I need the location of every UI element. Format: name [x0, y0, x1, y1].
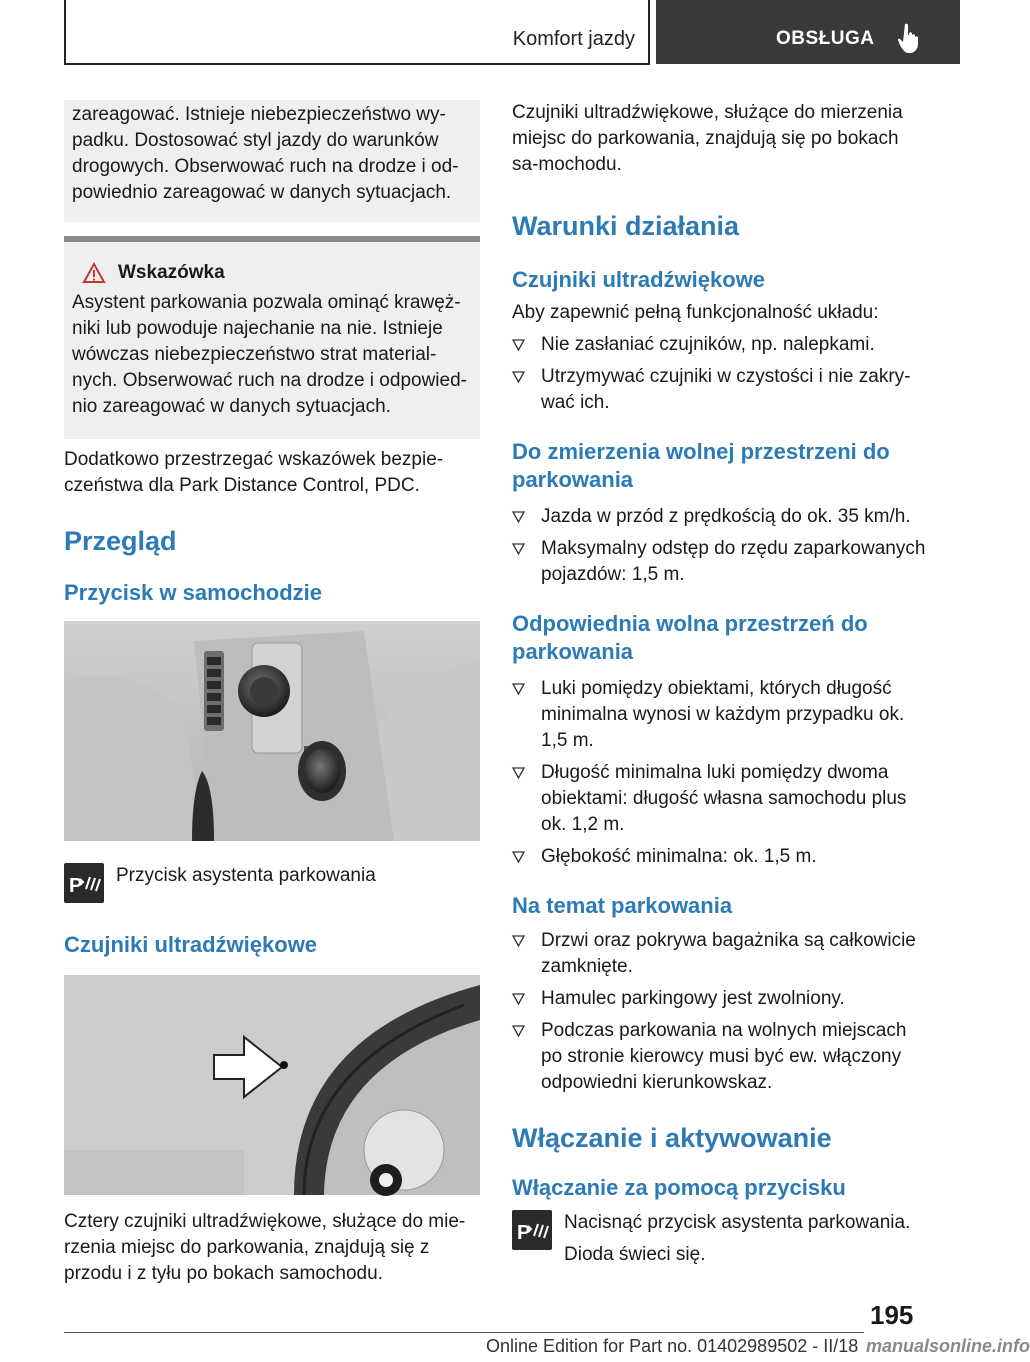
sensors-intro-text: Czujniki ultradźwiękowe, służące do mierzenia miejsc do parkowania, znajdują się po bokach sa‐mochodu. [512, 102, 903, 175]
list-item: Maksymalny odstęp do rzędu zaparkowanych pojazdów: 1,5 m. [512, 536, 928, 588]
switch-step-text [564, 1210, 910, 1268]
extra-safety-text: Dodatkowo przestrzegać wskazówek bezpie‐czeństwa dla Park Distance Control, PDC. [64, 449, 444, 496]
warning-box [64, 242, 480, 439]
heading-suitable-space: Odpowiednia wolna przestrzeń do parkowania [512, 611, 868, 664]
sensors-caption: Cztery czujniki ultradźwiękowe, służące do mie‐rzenia miejsc do parkowania, znajdują się z przodu i z tyłu po bokach samochodu. [64, 1211, 466, 1284]
photo-center-console [64, 621, 480, 841]
triangle-bullet-icon [512, 683, 525, 695]
park-assist-button-icon [512, 1210, 552, 1250]
list-item: Luki pomiędzy obiektami, których długość minimalna wynosi w każdym przypadku ok. 1,5 m. [512, 676, 928, 754]
svg-text:P: P [517, 1222, 531, 1244]
left-column [64, 100, 480, 1287]
safety-note-box [64, 100, 480, 222]
list-item: Jazda w przód z prędkością do ok. 35 km/h. [512, 504, 928, 530]
hand-pointer-icon [896, 22, 922, 54]
heading-measure: Do zmierzenia wolnej przestrzeni do parkowania [512, 439, 890, 492]
header-chapter-label: OBSŁUGA [776, 28, 875, 49]
list-item: Podczas parkowania na wolnych miejscach po stronie kierowcy musi być ew. włączony odpowiedni kierunkowskaz. [512, 1018, 928, 1096]
triangle-bullet-icon [512, 767, 525, 779]
park-assist-button-icon [64, 863, 104, 903]
switch-result: Dioda świeci się. [564, 1244, 706, 1265]
footer-rule [64, 1332, 864, 1333]
measure-list [512, 504, 928, 588]
heading-button-in-car: Przycisk w samochodzie [64, 580, 322, 605]
list-item: Hamulec parkingowy jest zwolniony. [512, 986, 928, 1012]
page-number: 195 [870, 1300, 914, 1330]
list-item: Nie zasłaniać czujników, np. nalepkami. [512, 332, 928, 358]
header-rule-bottom [64, 63, 650, 65]
right-column [512, 100, 928, 1268]
list-item: Głębokość minimalna: ok. 1,5 m. [512, 844, 928, 870]
heading-conditions: Warunki działania [512, 211, 740, 241]
footer-watermark: manualsonline.info [866, 1336, 1030, 1356]
header-chapter-tab [656, 0, 960, 64]
suitable-list [512, 676, 928, 870]
heading-about-parking: Na temat parkowania [512, 893, 733, 918]
warning-header [82, 262, 472, 284]
header-rule-left [64, 0, 66, 64]
heading-switch-on: Włączanie i aktywowanie [512, 1123, 832, 1153]
about-list [512, 928, 928, 1096]
triangle-bullet-icon [512, 511, 525, 523]
button-caption: Przycisk asystenta parkowania [116, 865, 376, 886]
footer-edition: Online Edition for Part no. 01402989502 - II/18 [486, 1336, 859, 1356]
warning-triangle-icon [82, 262, 106, 284]
header-rule-divider [648, 0, 650, 64]
safety-note-text: zareagować. Istnieje niebezpieczeństwo wy‐padku. Dostosować styl jazdy do warunków drogowych. Obserwować ruch na drodze i od‐powiednio zareagować w danych sytuacjach. [72, 104, 459, 203]
sensors-lead: Aby zapewnić pełną funkcjonalność układu: [512, 302, 879, 323]
heading-overview: Przegląd [64, 526, 177, 556]
heading-sensors-right: Czujniki ultradźwiękowe [512, 267, 766, 292]
heading-sensors-left: Czujniki ultradźwiękowe [64, 932, 318, 957]
switch-step-row [512, 1210, 928, 1268]
triangle-bullet-icon [512, 543, 525, 555]
triangle-bullet-icon [512, 371, 525, 383]
warning-text: Asystent parkowania pozwala ominąć krawęż‐niki lub powoduje najechanie na nie. Istnieje wówczas niebezpieczeństwo strat material‐nych. Obserwować ruch na drodze i odpowied‐nio zareagować w danych sytuacjach. [72, 292, 467, 417]
triangle-bullet-icon [512, 993, 525, 1005]
header-section-title: Komfort jazdy [512, 28, 635, 50]
list-item: Długość minimalna luki pomiędzy dwoma obiektami: długość własna samochodu plus ok. 1,2 m. [512, 760, 928, 838]
photo-wheel-sensor [64, 975, 480, 1195]
button-caption-row [64, 863, 480, 903]
triangle-bullet-icon [512, 1025, 525, 1037]
list-item: Utrzymywać czujniki w czystości i nie zakry‐wać ich. [512, 364, 928, 416]
sensors-list [512, 332, 928, 416]
switch-step: Nacisnąć przycisk asystenta parkowania. [564, 1212, 911, 1233]
triangle-bullet-icon [512, 339, 525, 351]
heading-switch-button: Włączanie za pomocą przycisku [512, 1175, 846, 1200]
list-item: Drzwi oraz pokrywa bagażnika są całkowicie zamknięte. [512, 928, 928, 980]
warning-title: Wskazówka [118, 262, 225, 283]
center-console-illustration [64, 621, 480, 841]
triangle-bullet-icon [512, 851, 525, 863]
triangle-bullet-icon [512, 935, 525, 947]
wheel-sensor-illustration [64, 975, 480, 1195]
svg-text:P: P [69, 875, 83, 897]
